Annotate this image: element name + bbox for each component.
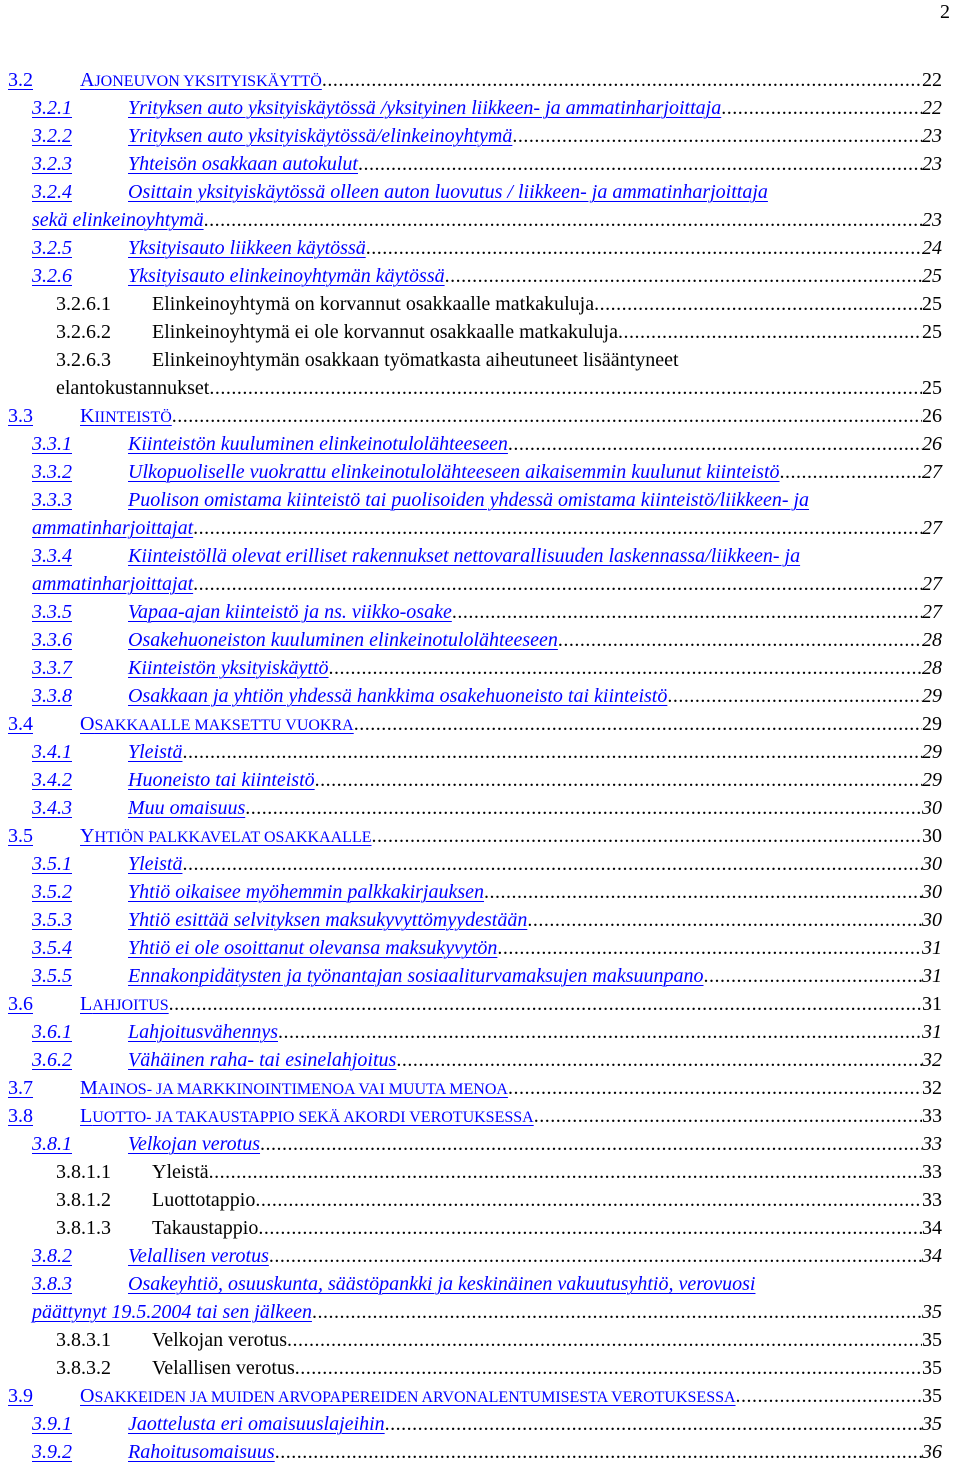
toc-entry-number[interactable]: 3.6.2 bbox=[32, 1049, 72, 1071]
toc-entry-number[interactable]: 3.6.1 bbox=[32, 1021, 72, 1043]
toc-entry-title[interactable]: LAHJOITUS bbox=[80, 993, 169, 1015]
leader-dots bbox=[452, 598, 922, 626]
toc-entry-number[interactable]: 3.8.2 bbox=[32, 1245, 72, 1267]
toc-entry bbox=[0, 1326, 960, 1354]
toc-entry bbox=[0, 1354, 960, 1382]
toc-entry-title[interactable]: Yleistä bbox=[128, 741, 183, 763]
toc-entry-page[interactable]: 29 bbox=[922, 685, 942, 707]
leader-dots bbox=[255, 1186, 922, 1214]
toc-entry-title[interactable]: YHTIÖN PALKKAVELAT OSAKKAALLE bbox=[80, 825, 372, 847]
toc-entry-page[interactable]: 25 bbox=[922, 265, 942, 287]
toc-entry-number[interactable]: 3.5.3 bbox=[32, 909, 72, 931]
toc-entry-page[interactable]: 31 bbox=[922, 993, 942, 1015]
toc-entry-title[interactable]: Ennakonpidätysten ja työnantajan sosiaaliturvamaksujen maksuunpano bbox=[128, 965, 704, 987]
leader-dots bbox=[396, 1046, 922, 1074]
leader-dots bbox=[258, 1214, 922, 1242]
toc-entry-line bbox=[128, 654, 942, 682]
toc-entry-line bbox=[128, 1130, 942, 1158]
toc-entry-number[interactable]: 3.3.4 bbox=[32, 545, 72, 567]
leader-dots bbox=[512, 122, 922, 150]
toc-entry-line bbox=[128, 962, 942, 990]
leader-dots bbox=[182, 850, 922, 878]
toc-entry-line bbox=[80, 822, 942, 852]
toc-entry-number[interactable]: 3.2.3 bbox=[32, 153, 72, 175]
toc-entry-line bbox=[80, 710, 942, 740]
toc-entry-title[interactable]: Yhteisön osakkaan autokulut bbox=[128, 153, 358, 175]
leader-dots bbox=[182, 738, 922, 766]
leader-dots bbox=[329, 654, 922, 682]
toc-entry[interactable] bbox=[0, 962, 960, 990]
leader-dots bbox=[315, 766, 922, 794]
toc-entry-continuation[interactable] bbox=[0, 514, 960, 542]
toc-entry-title[interactable]: LUOTTO- JA TAKAUSTAPPIO SEKÄ AKORDI VEROTUKSESSA bbox=[80, 1105, 534, 1127]
toc-entry-page[interactable]: 31 bbox=[922, 937, 942, 959]
toc-entry-line bbox=[128, 738, 942, 766]
toc-entry[interactable] bbox=[0, 1410, 960, 1438]
toc-entry-page[interactable]: 27 bbox=[922, 573, 942, 595]
toc-entry bbox=[0, 290, 960, 318]
toc-entry-line bbox=[32, 1298, 942, 1326]
leader-dots bbox=[385, 1410, 922, 1438]
leader-dots bbox=[780, 458, 922, 486]
toc-entry-number[interactable]: 3.3.2 bbox=[32, 461, 72, 483]
toc-entry-line bbox=[128, 1242, 942, 1270]
toc-entry-number[interactable]: 3.2 bbox=[8, 69, 33, 91]
toc-entry-page: 25 bbox=[922, 321, 942, 343]
toc-entry-line bbox=[128, 1438, 942, 1466]
toc-entry-page[interactable]: 23 bbox=[922, 153, 942, 175]
toc-entry-title-continued[interactable]: ammatinharjoittajat bbox=[32, 517, 194, 539]
toc-entry-title[interactable]: Osakkaan ja yhtiön yhdessä hankkima osakehuoneisto tai kiinteistö bbox=[128, 685, 668, 707]
toc-entry-line bbox=[128, 1018, 942, 1046]
toc-entry-number[interactable]: 3.4.2 bbox=[32, 769, 72, 791]
toc-entry-line bbox=[152, 290, 942, 318]
leader-dots bbox=[372, 822, 923, 850]
leader-dots bbox=[287, 1326, 922, 1354]
toc-entry-page[interactable]: 30 bbox=[922, 797, 942, 819]
toc-entry-line bbox=[128, 766, 942, 794]
toc-entry-page[interactable]: 33 bbox=[922, 1133, 942, 1155]
toc-entry-line bbox=[80, 1102, 942, 1132]
toc-entry-number: 3.8.1.1 bbox=[56, 1161, 111, 1183]
toc-entry[interactable] bbox=[0, 458, 960, 486]
toc-entry-page[interactable]: 22 bbox=[922, 97, 942, 119]
toc-entry-number: 3.8.3.2 bbox=[56, 1357, 111, 1379]
toc-entry-line bbox=[128, 1046, 942, 1074]
toc-entry-number[interactable]: 3.6 bbox=[8, 993, 33, 1015]
leader-dots bbox=[358, 150, 922, 178]
toc-entry-line bbox=[152, 1214, 942, 1242]
toc-entry[interactable] bbox=[0, 1102, 960, 1130]
leader-dots bbox=[618, 318, 922, 346]
toc-entry[interactable] bbox=[0, 542, 960, 570]
toc-entry[interactable] bbox=[0, 234, 960, 262]
toc-entry-page[interactable]: 29 bbox=[922, 769, 942, 791]
toc-entry[interactable] bbox=[0, 906, 960, 934]
toc-entry-line bbox=[80, 1382, 942, 1412]
toc-entry-page[interactable]: 27 bbox=[922, 601, 942, 623]
toc-entry-continuation bbox=[0, 374, 960, 402]
leader-dots bbox=[245, 794, 922, 822]
toc-entry-number[interactable]: 3.8 bbox=[8, 1105, 33, 1127]
toc-entry-page[interactable]: 28 bbox=[922, 629, 942, 651]
toc-entry-line bbox=[128, 262, 942, 290]
toc-entry-title[interactable]: Yhtiö ei ole osoittanut olevansa maksukyvytön bbox=[128, 937, 498, 959]
toc-entry-line bbox=[80, 66, 942, 96]
toc-entry-number[interactable]: 3.2.2 bbox=[32, 125, 72, 147]
toc-entry[interactable] bbox=[0, 262, 960, 290]
toc-entry-page[interactable]: 31 bbox=[922, 965, 942, 987]
toc-entry-page[interactable]: 30 bbox=[922, 853, 942, 875]
toc-entry-title: Yleistä bbox=[152, 1161, 209, 1183]
toc-entry-title[interactable]: Vapaa-ajan kiinteistö ja ns. viikko-osake bbox=[128, 601, 452, 623]
toc-entry-line bbox=[32, 206, 942, 234]
toc-entry-title[interactable]: Rahoitusomaisuus bbox=[128, 1441, 275, 1463]
toc-entry-title[interactable]: Yhtiö oikaisee myöhemmin palkkakirjauksen bbox=[128, 881, 485, 903]
toc-entry-line bbox=[32, 570, 942, 598]
toc-entry-number: 3.8.3.1 bbox=[56, 1329, 111, 1351]
toc-entry-title[interactable]: Osittain yksityiskäytössä olleen auton luovutus / liikkeen- ja ammatinharjoittaja bbox=[128, 181, 768, 203]
toc-entry-page: 35 bbox=[922, 1357, 942, 1379]
toc-entry-line bbox=[128, 850, 942, 878]
toc-entry-line bbox=[152, 1326, 942, 1354]
toc-entry-page[interactable]: 35 bbox=[922, 1385, 942, 1407]
toc-entry-number[interactable]: 3.9.2 bbox=[32, 1441, 72, 1463]
toc-entry-number[interactable]: 3.2.4 bbox=[32, 181, 72, 203]
toc-entry-title[interactable]: Vähäinen raha- tai esinelahjoitus bbox=[128, 1049, 397, 1071]
toc-entry[interactable] bbox=[0, 710, 960, 738]
toc-entry-line bbox=[128, 598, 942, 626]
toc-entry-page[interactable]: 26 bbox=[922, 405, 942, 427]
toc-entry-number[interactable]: 3.3.3 bbox=[32, 489, 72, 511]
table-of-contents bbox=[0, 66, 960, 1466]
leader-dots bbox=[260, 1130, 922, 1158]
leader-dots bbox=[508, 430, 922, 458]
toc-entry-page[interactable]: 30 bbox=[922, 825, 942, 847]
toc-entry-title-continued: elantokustannukset bbox=[56, 377, 210, 399]
leader-dots bbox=[278, 1018, 922, 1046]
toc-entry-title: Elinkeinoyhtymän osakkaan työmatkasta aiheutuneet lisääntyneet bbox=[152, 349, 679, 371]
toc-entry-number[interactable]: 3.2.6 bbox=[32, 265, 72, 287]
toc-entry-title: Luottotappio bbox=[152, 1189, 256, 1211]
toc-entry-page: 33 bbox=[922, 1161, 942, 1183]
toc-entry-line bbox=[128, 682, 942, 710]
toc-entry-title[interactable]: OSAKKEIDEN JA MUIDEN ARVOPAPEREIDEN ARVONALENTUMISESTA VEROTUKSESSA bbox=[80, 1385, 736, 1407]
leader-dots bbox=[209, 1158, 922, 1186]
toc-entry-title[interactable]: Yksityisauto elinkeinoyhtymän käytössä bbox=[128, 265, 445, 287]
leader-dots bbox=[534, 1102, 922, 1130]
leader-dots bbox=[445, 262, 922, 290]
leader-dots bbox=[169, 990, 922, 1018]
toc-entry[interactable] bbox=[0, 766, 960, 794]
toc-entry-title[interactable]: Velkojan verotus bbox=[128, 1133, 261, 1155]
toc-entry-page[interactable]: 27 bbox=[922, 517, 942, 539]
toc-entry-page: 25 bbox=[922, 377, 942, 399]
toc-entry-number[interactable]: 3.5.5 bbox=[32, 965, 72, 987]
toc-entry-number[interactable]: 3.3.8 bbox=[32, 685, 72, 707]
toc-entry-line bbox=[128, 94, 942, 122]
toc-entry bbox=[0, 318, 960, 346]
toc-entry-title[interactable]: Ulkopuoliselle vuokrattu elinkeinotulolähteeseen aikaisemmin kuulunut kiinteistö bbox=[128, 461, 780, 483]
toc-entry-line bbox=[128, 150, 942, 178]
toc-entry bbox=[0, 1214, 960, 1242]
toc-entry-page[interactable]: 27 bbox=[922, 461, 942, 483]
leader-dots bbox=[484, 878, 922, 906]
toc-entry-line bbox=[80, 402, 942, 432]
toc-entry[interactable] bbox=[0, 1242, 960, 1270]
toc-entry-page: 35 bbox=[922, 1329, 942, 1351]
toc-entry[interactable] bbox=[0, 990, 960, 1018]
toc-entry-title-continued[interactable]: ammatinharjoittajat bbox=[32, 573, 194, 595]
toc-entry-page[interactable]: 22 bbox=[922, 69, 942, 91]
toc-entry[interactable] bbox=[0, 402, 960, 430]
toc-entry-page[interactable]: 29 bbox=[922, 741, 942, 763]
toc-entry[interactable] bbox=[0, 850, 960, 878]
leader-dots bbox=[193, 570, 922, 598]
toc-entry-line bbox=[128, 234, 942, 262]
toc-entry-title[interactable]: Jaottelusta eri omaisuuslajeihin bbox=[128, 1413, 385, 1435]
leader-dots bbox=[204, 206, 922, 234]
toc-entry-line bbox=[128, 794, 942, 822]
toc-entry-page: 25 bbox=[922, 293, 942, 315]
toc-entry-line bbox=[152, 1158, 942, 1186]
toc-entry-title[interactable]: Osakehuoneiston kuuluminen elinkeinotulolähteeseen bbox=[128, 629, 558, 651]
toc-entry[interactable] bbox=[0, 1382, 960, 1410]
toc-entry-number[interactable]: 3.8.1 bbox=[32, 1133, 72, 1155]
toc-entry-title[interactable]: Yleistä bbox=[128, 853, 183, 875]
toc-entry[interactable] bbox=[0, 1018, 960, 1046]
toc-entry-number: 3.2.6.3 bbox=[56, 349, 111, 371]
toc-entry-title[interactable]: Kiinteistön kuuluminen elinkeinotulolähteeseen bbox=[128, 433, 508, 455]
toc-entry-number[interactable]: 3.5.2 bbox=[32, 881, 72, 903]
toc-entry[interactable] bbox=[0, 486, 960, 514]
toc-entry bbox=[0, 1186, 960, 1214]
toc-entry-number[interactable]: 3.8.3 bbox=[32, 1273, 72, 1295]
toc-entry-number[interactable]: 3.5.4 bbox=[32, 937, 72, 959]
toc-entry-number[interactable]: 3.3.1 bbox=[32, 433, 72, 455]
toc-entry-line bbox=[152, 1354, 942, 1382]
toc-entry-number[interactable]: 3.3 bbox=[8, 405, 33, 427]
leader-dots bbox=[704, 962, 923, 990]
toc-entry-number[interactable]: 3.3.7 bbox=[32, 657, 72, 679]
toc-entry-title-continued[interactable]: päättynyt 19.5.2004 tai sen jälkeen bbox=[32, 1301, 312, 1323]
toc-entry-title[interactable]: Yksityisauto liikkeen käytössä bbox=[128, 237, 366, 259]
toc-entry-title[interactable]: AJONEUVON YKSITYISKÄYTTÖ bbox=[80, 69, 322, 91]
leader-dots bbox=[366, 234, 922, 262]
toc-entry[interactable] bbox=[0, 178, 960, 206]
toc-entry-title-continued[interactable]: sekä elinkeinoyhtymä bbox=[32, 209, 204, 231]
leader-dots bbox=[354, 710, 922, 738]
toc-entry[interactable] bbox=[0, 1270, 960, 1298]
toc-entry-continuation[interactable] bbox=[0, 1298, 960, 1326]
toc-entry-number[interactable]: 3.2.1 bbox=[32, 97, 72, 119]
toc-entry-number[interactable]: 3.5 bbox=[8, 825, 33, 847]
toc-entry[interactable] bbox=[0, 1046, 960, 1074]
toc-entry-page[interactable]: 31 bbox=[922, 1021, 942, 1043]
toc-entry-title[interactable]: OSAKKAALLE MAKSETTU VUOKRA bbox=[80, 713, 354, 735]
toc-entry-page[interactable]: 28 bbox=[922, 657, 942, 679]
toc-entry-line bbox=[152, 1186, 942, 1214]
toc-entry[interactable] bbox=[0, 822, 960, 850]
toc-entry-line bbox=[32, 514, 942, 542]
toc-entry-title[interactable]: Muu omaisuus bbox=[128, 797, 246, 819]
toc-entry-page[interactable]: 34 bbox=[922, 1245, 942, 1267]
toc-entry-title: Elinkeinoyhtymä ei ole korvannut osakkaalle matkakuluja bbox=[152, 321, 618, 343]
toc-entry-page[interactable]: 26 bbox=[922, 433, 942, 455]
toc-entry-number[interactable]: 3.4 bbox=[8, 713, 33, 735]
toc-entry-title[interactable]: Yhtiö esittää selvityksen maksukyvyttömyydestään bbox=[128, 909, 528, 931]
leader-dots bbox=[736, 1382, 922, 1410]
toc-entry-line bbox=[128, 906, 942, 934]
toc-entry[interactable] bbox=[0, 738, 960, 766]
toc-entry-line bbox=[128, 430, 942, 458]
toc-entry[interactable] bbox=[0, 598, 960, 626]
toc-entry-title[interactable]: Puolison omistama kiinteistö tai puolisoiden yhdessä omistama kiinteistö/liikkeen- ja bbox=[128, 489, 810, 511]
toc-entry-page[interactable]: 36 bbox=[922, 1441, 942, 1463]
toc-entry[interactable] bbox=[0, 1074, 960, 1102]
toc-entry[interactable] bbox=[0, 94, 960, 122]
toc-entry[interactable] bbox=[0, 430, 960, 458]
leader-dots bbox=[275, 1438, 922, 1466]
toc-entry[interactable] bbox=[0, 654, 960, 682]
toc-entry-title[interactable]: KIINTEISTÖ bbox=[80, 405, 172, 427]
toc-entry-page[interactable]: 32 bbox=[922, 1077, 942, 1099]
toc-entry-page[interactable]: 29 bbox=[922, 713, 942, 735]
toc-entry-line bbox=[80, 990, 942, 1020]
toc-entry-title: Takaustappio bbox=[152, 1217, 259, 1239]
toc-entry-title: Velallisen verotus bbox=[152, 1357, 295, 1379]
leader-dots bbox=[558, 626, 922, 654]
toc-entry-number[interactable]: 3.7 bbox=[8, 1077, 33, 1099]
toc-entry-number[interactable]: 3.4.1 bbox=[32, 741, 72, 763]
toc-entry-title[interactable]: Kiinteistöllä olevat erilliset rakennukset nettovarallisuuden laskennassa/liikkeen- ja bbox=[128, 545, 801, 567]
toc-entry-title[interactable]: Yrityksen auto yksityiskäytössä/elinkeinoyhtymä bbox=[128, 125, 513, 147]
toc-entry-line bbox=[128, 626, 942, 654]
toc-entry[interactable] bbox=[0, 626, 960, 654]
toc-entry[interactable] bbox=[0, 1438, 960, 1466]
toc-entry-line bbox=[152, 318, 942, 346]
toc-entry-number[interactable]: 3.5.1 bbox=[32, 853, 72, 875]
leader-dots bbox=[322, 66, 922, 94]
toc-entry-page: 33 bbox=[922, 1189, 942, 1211]
page-number: 2 bbox=[940, 1, 950, 23]
leader-dots bbox=[193, 514, 922, 542]
toc-entry-page[interactable]: 35 bbox=[922, 1413, 942, 1435]
toc-entry-title[interactable]: Velallisen verotus bbox=[128, 1245, 269, 1267]
toc-entry-continuation[interactable] bbox=[0, 206, 960, 234]
toc-entry-number: 3.2.6.1 bbox=[56, 293, 111, 315]
toc-entry[interactable] bbox=[0, 794, 960, 822]
toc-entry-page[interactable]: 33 bbox=[922, 1105, 942, 1127]
leader-dots bbox=[721, 94, 922, 122]
toc-entry-page[interactable]: 23 bbox=[922, 125, 942, 147]
toc-entry-number[interactable]: 3.9 bbox=[8, 1385, 33, 1407]
toc-entry[interactable] bbox=[0, 934, 960, 962]
toc-entry-line bbox=[128, 878, 942, 906]
toc-entry-line bbox=[128, 934, 942, 962]
leader-dots bbox=[594, 290, 922, 318]
toc-entry-line bbox=[56, 374, 942, 402]
toc-entry-number: 3.8.1.2 bbox=[56, 1189, 111, 1211]
toc-entry bbox=[0, 346, 960, 374]
toc-entry bbox=[0, 1158, 960, 1186]
toc-entry-number: 3.8.1.3 bbox=[56, 1217, 111, 1239]
toc-entry-number[interactable]: 3.9.1 bbox=[32, 1413, 72, 1435]
toc-entry[interactable] bbox=[0, 66, 960, 94]
leader-dots bbox=[269, 1242, 922, 1270]
toc-entry-number[interactable]: 3.3.5 bbox=[32, 601, 72, 623]
toc-entry-number[interactable]: 3.3.6 bbox=[32, 629, 72, 651]
toc-entry-title[interactable]: Lahjoitusvähennys bbox=[128, 1021, 278, 1043]
toc-entry-page[interactable]: 23 bbox=[922, 209, 942, 231]
leader-dots bbox=[209, 374, 922, 402]
leader-dots bbox=[508, 1074, 922, 1102]
toc-entry-page[interactable]: 35 bbox=[922, 1301, 942, 1323]
leader-dots bbox=[172, 402, 922, 430]
toc-entry[interactable] bbox=[0, 1130, 960, 1158]
toc-entry-line bbox=[80, 1074, 942, 1104]
toc-entry[interactable] bbox=[0, 150, 960, 178]
toc-entry-title[interactable]: Osakeyhtiö, osuuskunta, säästöpankki ja keskinäinen vakuutusyhtiö, verovuosi bbox=[128, 1273, 756, 1295]
toc-entry-title[interactable]: Kiinteistön yksityiskäyttö bbox=[128, 657, 329, 679]
toc-entry[interactable] bbox=[0, 682, 960, 710]
toc-entry-page[interactable]: 30 bbox=[922, 909, 942, 931]
toc-entry-page: 34 bbox=[922, 1217, 942, 1239]
leader-dots bbox=[497, 934, 922, 962]
toc-entry-title[interactable]: Huoneisto tai kiinteistö bbox=[128, 769, 315, 791]
toc-entry-number: 3.2.6.2 bbox=[56, 321, 111, 343]
toc-entry-page[interactable]: 24 bbox=[922, 237, 942, 259]
toc-entry-number[interactable]: 3.2.5 bbox=[32, 237, 72, 259]
toc-entry-number[interactable]: 3.4.3 bbox=[32, 797, 72, 819]
toc-entry[interactable] bbox=[0, 122, 960, 150]
toc-entry-title[interactable]: Yrityksen auto yksityiskäytössä /yksityinen liikkeen- ja ammatinharjoittaja bbox=[128, 97, 722, 119]
toc-entry-page[interactable]: 32 bbox=[922, 1049, 942, 1071]
toc-entry-title: Velkojan verotus bbox=[152, 1329, 287, 1351]
leader-dots bbox=[527, 906, 922, 934]
toc-entry-line bbox=[128, 1410, 942, 1438]
toc-entry-title: Elinkeinoyhtymä on korvannut osakkaalle matkakuluja bbox=[152, 293, 595, 315]
toc-entry[interactable] bbox=[0, 878, 960, 906]
toc-entry-title[interactable]: MAINOS- JA MARKKINOINTIMENOA VAI MUUTA MENOA bbox=[80, 1077, 508, 1099]
leader-dots bbox=[295, 1354, 922, 1382]
toc-entry-page[interactable]: 30 bbox=[922, 881, 942, 903]
leader-dots bbox=[667, 682, 922, 710]
leader-dots bbox=[312, 1298, 922, 1326]
toc-entry-line bbox=[128, 122, 942, 150]
toc-entry-line bbox=[128, 458, 942, 486]
toc-entry-continuation[interactable] bbox=[0, 570, 960, 598]
